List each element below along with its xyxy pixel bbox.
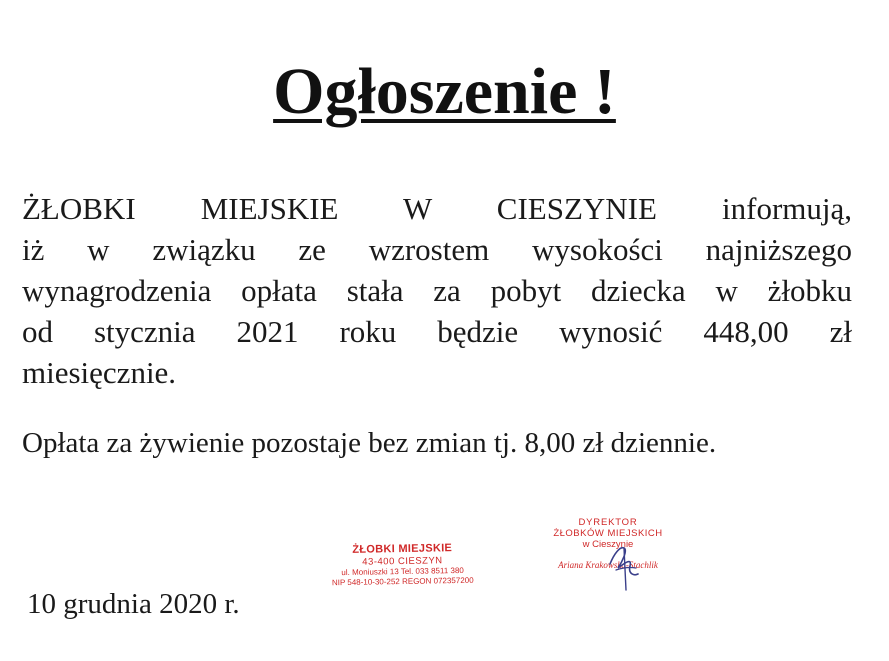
director-line-1: DYREKTOR: [578, 517, 638, 528]
stamp-line-4: NIP 548-10-30-252 REGON 072357200: [331, 575, 474, 588]
signature-icon: [580, 524, 660, 592]
institution-stamp: [330, 542, 476, 589]
body-line-2: iż w związku ze wzrostem wysokości najniższego: [22, 232, 852, 267]
body-line-5: miesięcznie.: [22, 355, 177, 390]
body-line-3: wynagrodzenia opłata stała za pobyt dziecka w żłobku: [22, 273, 852, 308]
page-title: Ogłoszenie !: [273, 55, 616, 128]
director-line-4: Ariana Krakowska-Stachlik: [558, 560, 658, 570]
director-line-3: w Cieszynie: [582, 539, 634, 550]
body-line-1: ŻŁOBKI MIEJSKIE W CIESZYNIE informują,: [22, 191, 852, 226]
body-line-4: od stycznia 2021 roku będzie wynosić 448,00 zł: [22, 314, 852, 349]
announcement-body: [22, 188, 852, 393]
issue-date: 10 grudnia 2020 r.: [27, 588, 240, 620]
stamp-line-3: ul. Moniuszki 13 Tel. 033 8511 380: [341, 565, 464, 578]
stamp-line-1: ŻŁOBKI MIEJSKIE: [352, 542, 453, 556]
stamp-line-2: 43-400 CIESZYN: [362, 555, 443, 568]
director-line-2: ŻŁOBKÓW MIEJSKICH: [553, 528, 663, 539]
meal-fee-note: Opłata za żywienie pozostaje bez zmian tj. 8,00 zł dziennie.: [22, 427, 717, 459]
